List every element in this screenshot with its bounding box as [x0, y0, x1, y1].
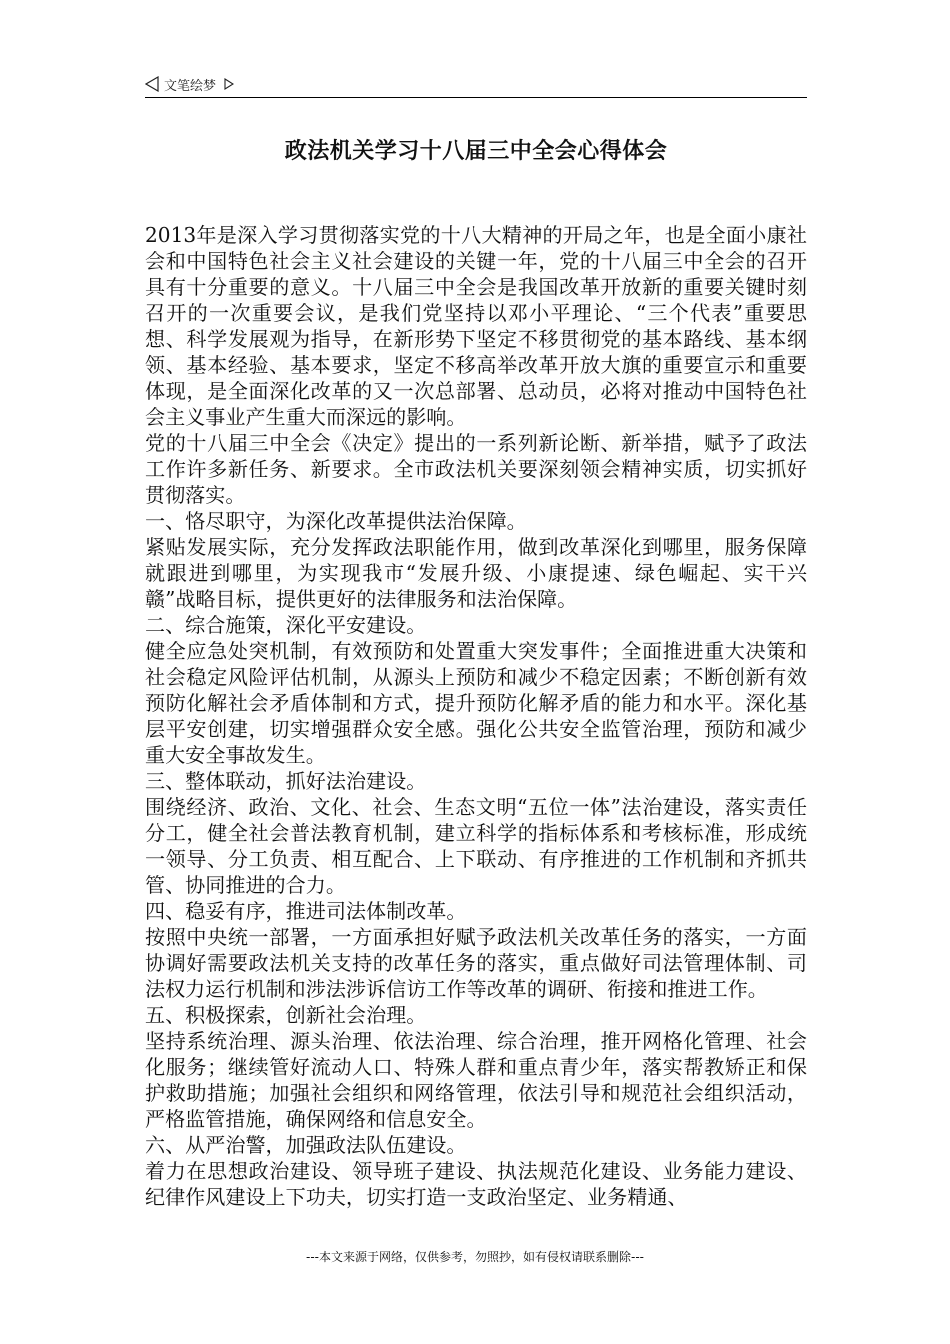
section-body-6: 着力在思想政治建设、领导班子建设、执法规范化建设、业务能力建设、纪律作风建设上下功夫，切实打造一支政治坚定、业务精通、: [145, 1159, 807, 1209]
footer-disclaimer: ---本文来源于网络，仅供参考，勿照抄，如有侵权请联系删除---: [306, 1250, 644, 1264]
section-body-5: 坚持系统治理、源头治理、依法治理、综合治理，推开网格化管理、社会化服务；继续管好流动人口、特殊人群和重点青少年，落实帮教矫正和保护救助措施；加强社会组织和网络管理，依法引导和规范社会组织活动，严格监管措施，确保网络和信息安全。: [145, 1029, 807, 1131]
page-header: [145, 73, 807, 95]
section-heading-2: 二、综合施策，深化平安建设。: [145, 613, 427, 637]
paragraph-decision: 党的十八届三中全会《决定》提出的一系列新论断、新举措，赋予了政法工作许多新任务、新要求。全市政法机关要深刻领会精神实质，切实抓好贯彻落实。: [145, 431, 807, 507]
header-brand: 文笔绘梦: [164, 78, 217, 94]
section-body-3: 围绕经济、政治、文化、社会、生态文明“五位一体”法治建设，落实责任分工，健全社会普法教育机制，建立科学的指标体系和考核标准，形成统一领导、分工负责、相互配合、上下联动、有序推进的工作机制和齐抓共管、协同推进的合力。: [145, 795, 807, 897]
section-heading-6: 六、从严治警，加强政法队伍建设。: [145, 1133, 467, 1157]
paragraph-intro: 2013年是深入学习贯彻落实党的十八大精神的开局之年，也是全面小康社会和中国特色社会主义社会建设的关键一年，党的十八届三中全会的召开具有十分重要的意义。十八届三中全会是我国改革开放新的重要关键时刻召开的一次重要会议，是我们党坚持以邓小平理论、“三个代表”重要思想、科学发展观为指导，在新形势下坚定不移贯彻党的基本路线、基本纲领、基本经验、基本要求，坚定不移高举改革开放大旗的重要宣示和重要体现，是全面深化改革的又一次总部署、总动员，必将对推动中国特色社会主义事业产生重大而深远的影响。: [145, 223, 807, 429]
section-heading-4: 四、稳妥有序，推进司法体制改革。: [145, 899, 467, 923]
section-body-2: 健全应急处突机制，有效预防和处置重大突发事件；全面推进重大决策和社会稳定风险评估机制，从源头上预防和减少不稳定因素；不断创新有效预防化解社会矛盾体制和方式，提升预防化解矛盾的能力和水平。深化基层平安创建，切实增强群众安全感。强化公共安全监管治理，预防和减少重大安全事故发生。: [145, 639, 807, 767]
header-divider: [145, 97, 807, 98]
section-heading-5: 五、积极探索，创新社会治理。: [145, 1003, 427, 1027]
section-body-1: 紧贴发展实际，充分发挥政法职能作用，做到改革深化到哪里，服务保障就跟进到哪里，为实现我市“发展升级、小康提速、绿色崛起、实干兴赣”战略目标，提供更好的法律服务和法治保障。: [145, 535, 807, 611]
section-body-4: 按照中央统一部署，一方面承担好赋予政法机关改革任务的落实，一方面协调好需要政法机关支持的改革任务的落实，重点做好司法管理体制、司法权力运行机制和涉法涉诉信访工作等改革的调研、衔接和推进工作。: [145, 925, 807, 1001]
document-body: [145, 222, 807, 1210]
section-heading-1: 一、恪尽职守，为深化改革提供法治保障。: [145, 509, 527, 533]
triangle-left-icon: [145, 76, 159, 92]
section-heading-3: 三、整体联动，抓好法治建设。: [145, 769, 427, 793]
triangle-right-icon: [224, 78, 234, 90]
document-title: 政法机关学习十八届三中全会心得体会: [284, 139, 668, 164]
